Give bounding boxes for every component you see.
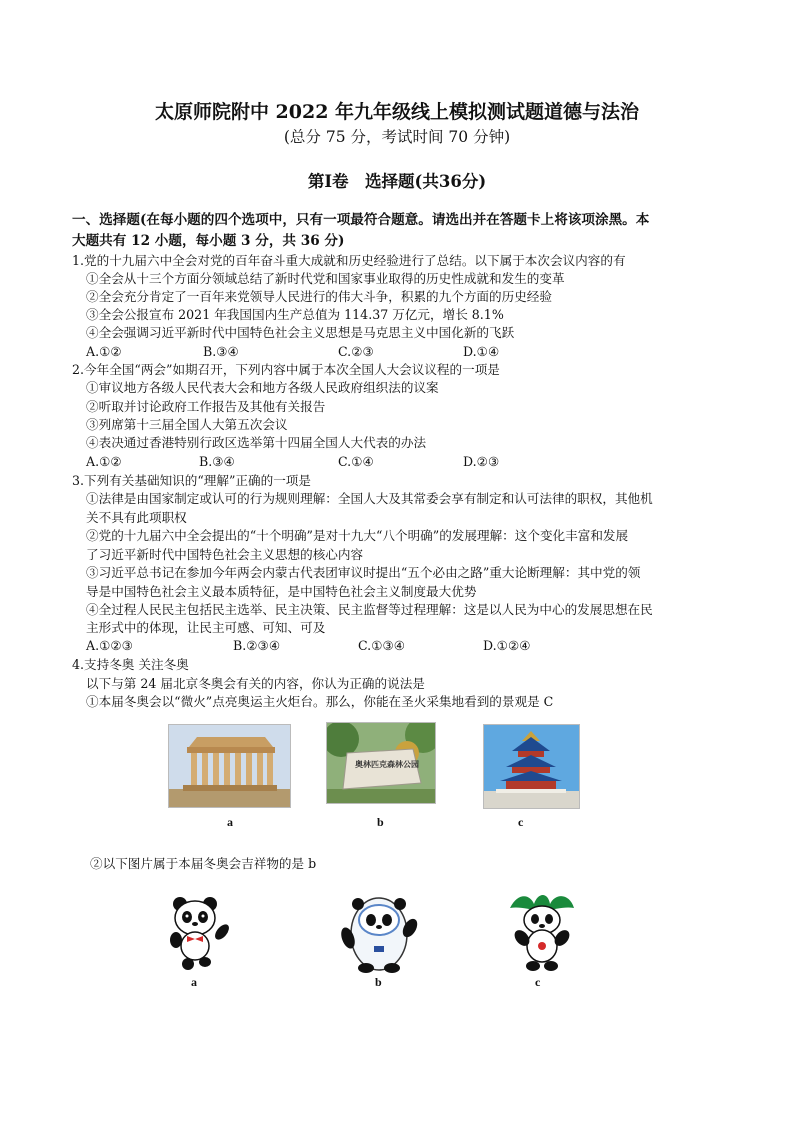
q1-item: ②全会充分肯定了一百年来党领导人民进行的伟大斗争，积累的九个方面的历史经验 [86,289,552,304]
q3-line: 主形式中的体现，让民主可感、可知、可及 [86,620,326,635]
q3-line: ②党的十九届六中全会提出的“十个明确”是对十九大“八个明确”的发展理解：这个变化丰富和发展 [86,528,629,543]
exam-subtitle: (总分 75 分，考试时间 70 分钟) [283,128,511,146]
q2-option-d: D.②③ [463,454,500,469]
q2-item: ②听取并讨论政府工作报告及其他有关报告 [86,399,326,414]
q4-sub-question-1: ①本届冬奥会以“微火”点亮奥运主火炬台。那么，你能在圣火采集地看到的景观是 C [86,694,554,709]
mascot-caption-a: a [191,975,197,989]
q1-item: ③全会公报宣布 2021 年我国国内生产总值为 114.37 万亿元，增长 8.1% [86,307,504,322]
q3-line: ④全过程人民民主包括民主选举、民主决策、民主监督等过程理解：这是以人民为中心的发展思想在民 [86,602,653,617]
q1-option-d: D.①④ [463,344,500,359]
q3-option-b: B.②③④ [233,638,281,653]
mascot-caption-b: b [375,975,382,989]
q1-item: ①全会从十三个方面分领域总结了新时代党和国家事业取得的历史性成就和发生的变革 [86,271,565,286]
bing-dwen-dwen-mascot-b [336,894,422,974]
q3-line: 了习近平新时代中国特色社会主义思想的核心内容 [86,547,364,562]
q3-stem: 3.下列有关基础知识的“理解”正确的一项是 [72,473,311,488]
q2-item: ④表决通过香港特别行政区选举第十四届全国人大代表的办法 [86,435,427,450]
q2-item: ①审议地方各级人民代表大会和地方各级人民政府组织法的议案 [86,380,439,395]
q3-option-a: A.①②③ [86,638,133,653]
forest-park-stone-photo [326,722,436,804]
temple-of-heaven-photo [483,724,580,809]
photo-caption-c: c [518,815,524,829]
q1-stem: 1.党的十九届六中全会对党的百年奋斗重大成就和历史经验进行了总结。以下属于本次会议内容的有 [72,253,626,268]
q1-option-b: B.③④ [203,344,239,359]
q3-option-c: C.①③④ [358,638,406,653]
q3-line: ③习近平总书记在参加今年两会内蒙古代表团审议时提出“五个必由之路”重大论断理解：其中党的领 [86,565,641,580]
q2-option-c: C.①④ [338,454,374,469]
panda-mascot-a [160,894,240,974]
part-heading: 第Ⅰ卷 选择题(共36分) [307,172,487,191]
q1-item: ④全会强调习近平新时代中国特色社会主义思想是马克思主义中国化新的飞跃 [86,325,515,340]
q2-item: ③列席第十三届全国人大第五次会议 [86,417,288,432]
q2-option-a: A.①② [86,454,122,469]
q2-stem: 2.今年全国“两会”如期召开，下列内容中属于本次全国人大会议议程的一项是 [72,362,500,377]
q4-intro: 以下与第 24 届北京冬奥会有关的内容，你认为正确的说法是 [86,676,425,691]
q4-sub-question-2: ②以下图片属于本届冬奥会吉祥物的是 b [90,856,317,871]
q3-option-d: D.①②④ [483,638,531,653]
section-instructions-line2: 大题共有 12 小题，每小题 3 分，共 36 分) [72,233,345,249]
photo-caption-a: a [227,815,233,829]
q3-line: 导是中国特色社会主义最本质特征，是中国特色社会主义制度最大优势 [86,584,477,599]
mascot-caption-c: c [535,975,541,989]
photo-caption-b: b [377,815,384,829]
exam-title: 太原师院附中 2022 年九年级线上模拟测试题道德与法治 [154,101,640,123]
q3-line: ①法律是由国家制定或认可的行为规则理解：全国人大及其常委会享有制定和认可法律的职权，其他机 [86,491,653,506]
parthenon-photo [168,724,291,808]
q4-stem: 4.支持冬奥 关注冬奥 [72,657,189,672]
q1-option-a: A.①② [86,344,122,359]
section-instructions-line1: 一、选择题(在每小题的四个选项中，只有一项最符合题意。请选出并在答题卡上将该项涂黑。本 [72,212,650,228]
q2-option-b: B.③④ [199,454,235,469]
stone-sign-text: 奥林匹克森林公园 [355,759,419,769]
jingjing-panda-mascot-c [500,890,584,974]
q3-line: 关不具有此项职权 [86,510,187,525]
q1-option-c: C.②③ [338,344,374,359]
